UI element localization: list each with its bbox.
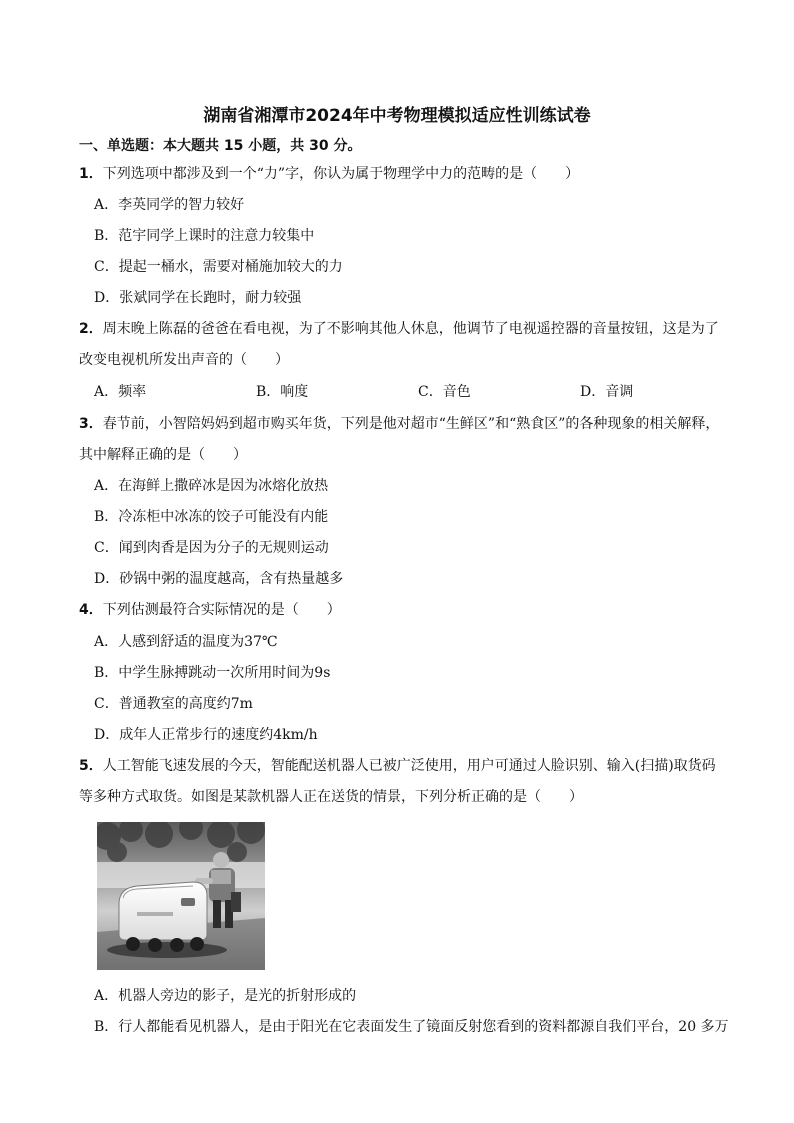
question-5-option-b: B．行人都能看见机器人，是由于阳光在它表面发生了镜面反射您看到的资料都源自我们平台，20 多万 (94, 1019, 729, 1035)
exam-title: 湖南省湘潭市2024年中考物理模拟适应性训练试卷 (203, 106, 591, 126)
question-2-option-b: B．响度 (256, 384, 309, 400)
question-text: 周末晚上陈磊的爸爸在看电视，为了不影响其他人休息，他调节了电视遥控器的音量按钮，这是为了 (102, 321, 719, 337)
question-text: 春节前，小智陪妈妈到超市购买年货，下列是他对超市“生鲜区”和“熟食区”的各种现象的相关解释， (102, 416, 720, 432)
question-2-option-d: D．音调 (580, 384, 634, 400)
question-3-option-b: B．冷冻柜中冰冻的饺子可能没有内能 (94, 509, 329, 525)
question-3-option-c: C．闻到肉香是因为分子的无规则运动 (94, 540, 329, 556)
question-1-option-d: D．张斌同学在长跑时，耐力较强 (94, 290, 302, 306)
question-1-option-a: A．李英同学的智力较好 (94, 197, 245, 213)
question-3-option-a: A．在海鲜上撒碎冰是因为冰熔化放热 (94, 478, 329, 494)
delivery-robot-photo (97, 822, 265, 970)
question-4-option-b: B．中学生脉搏跳动一次所用时间为9s (94, 665, 331, 681)
question-2-option-a: A．频率 (94, 384, 147, 400)
question-2-stem (79, 319, 719, 339)
question-2-stem-cont: 改变电视机所发出声音的（ ） (79, 352, 289, 368)
question-text: 人工智能飞速发展的今天，智能配送机器人已被广泛使用，用户可通过人脸识别、输入(扫描)取货码 (102, 758, 716, 774)
question-number: 4． (79, 602, 103, 618)
question-3-stem (79, 414, 719, 434)
question-1-option-c: C．提起一桶水，需要对桶施加较大的力 (94, 259, 343, 275)
question-2-option-c: C．音色 (418, 384, 471, 400)
question-1-stem (79, 164, 579, 184)
question-text: 下列估测最符合实际情况的是（ ） (102, 602, 341, 618)
section-heading: 一、单选题：本大题共 15 小题，共 30 分。 (79, 138, 362, 154)
question-3-option-d: D．砂锅中粥的温度越高，含有热量越多 (94, 571, 344, 587)
question-4-stem (79, 600, 341, 620)
question-4-option-d: D．成年人正常步行的速度约4km/h (94, 727, 318, 743)
question-5-stem (79, 756, 716, 776)
question-1-option-b: B．范宇同学上课时的注意力较集中 (94, 228, 315, 244)
question-number: 5． (79, 758, 103, 774)
question-4-option-a: A．人感到舒适的温度为37℃ (94, 634, 278, 650)
question-number: 2． (79, 321, 103, 337)
question-number: 3． (79, 416, 103, 432)
question-text: 下列选项中都涉及到一个“力”字，你认为属于物理学中力的范畴的是（ ） (102, 166, 580, 182)
question-5-option-a: A．机器人旁边的影子，是光的折射形成的 (94, 988, 357, 1004)
question-4-option-c: C．普通教室的高度约7m (94, 696, 253, 712)
question-number: 1． (79, 166, 103, 182)
question-5-stem-cont: 等多种方式取货。如图是某款机器人正在送货的情景，下列分析正确的是（ ） (79, 789, 583, 805)
question-3-stem-cont: 其中解释正确的是（ ） (79, 447, 247, 463)
